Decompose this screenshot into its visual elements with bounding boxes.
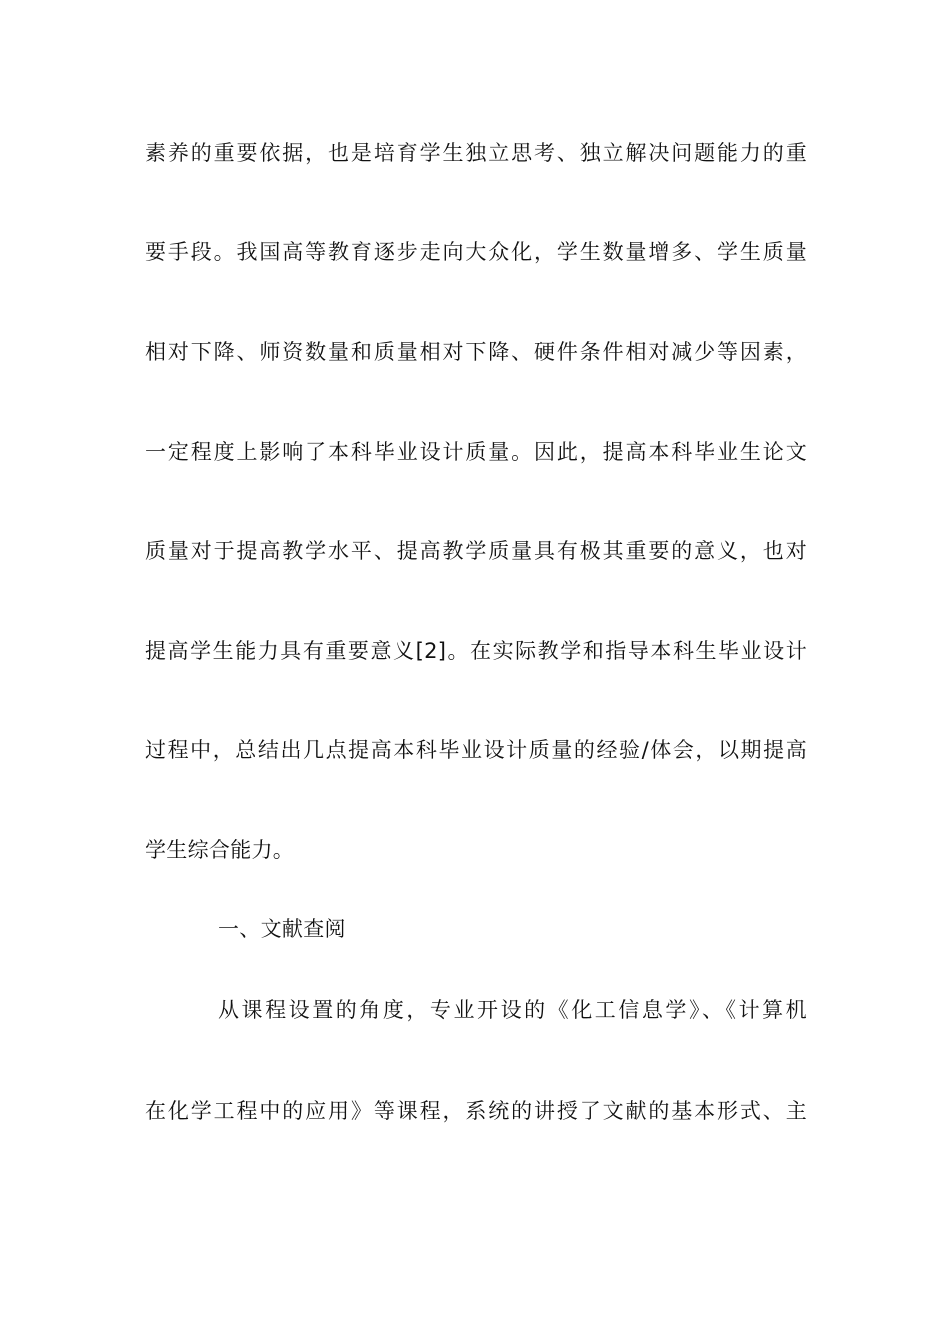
paragraph-line: 提高学生能力具有重要意义[2]。在实际教学和指导本科生毕业设计 (145, 639, 807, 663)
section-heading: 一、文献查阅 (218, 917, 346, 941)
section-paragraph-line-first: 从课程设置的角度，专业开设的《化工信息学》、《计算机 (218, 998, 807, 1022)
paragraph-line-last: 学生综合能力。 (145, 838, 295, 862)
paragraph-line: 相对下降、师资数量和质量相对下降、硬件条件相对减少等因素， (145, 340, 807, 364)
paragraph-line: 过程中，总结出几点提高本科毕业设计质量的经验/体会，以期提高 (145, 738, 807, 762)
section-paragraph-line: 在化学工程中的应用》等课程，系统的讲授了文献的基本形式、主 (145, 1099, 807, 1123)
paragraph-line: 素养的重要依据，也是培育学生独立思考、独立解决问题能力的重 (145, 141, 807, 165)
paragraph-line: 质量对于提高教学水平、提高教学质量具有极其重要的意义，也对 (145, 539, 807, 563)
paragraph-line: 要手段。我国高等教育逐步走向大众化，学生数量增多、学生质量 (145, 240, 807, 264)
paragraph-line: 一定程度上影响了本科毕业设计质量。因此，提高本科毕业生论文 (145, 440, 807, 464)
